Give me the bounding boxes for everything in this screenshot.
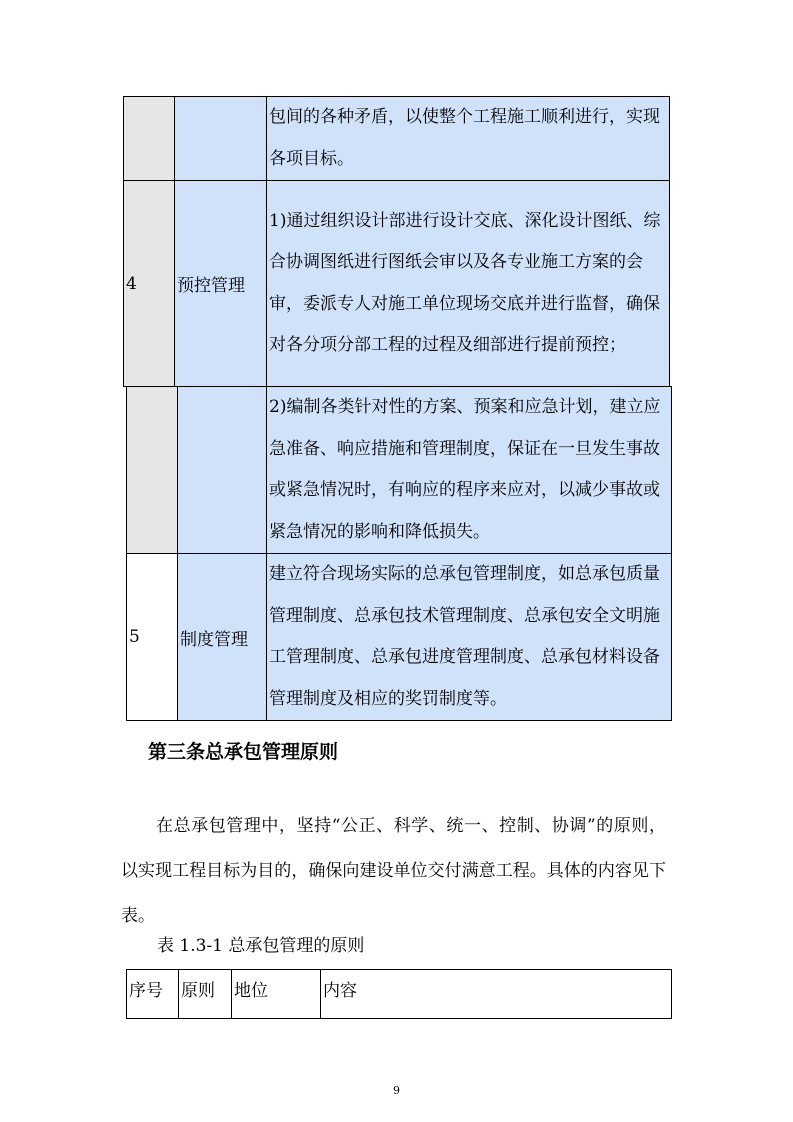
table-row xyxy=(124,97,670,181)
header-cell-number: 序号 xyxy=(127,970,179,1019)
row-content: 1)通过组织设计部进行设计交底、深化设计图纸、综合协调图纸进行图纸会审以及各专业施工方案的会审，委派专人对施工单位现场交底并进行监督，确保对各分项分部工程的过程及细部进行提前预控； xyxy=(267,181,670,387)
page-number: 9 xyxy=(393,1084,400,1097)
table-row xyxy=(127,387,672,554)
header-cell-principle: 原则 xyxy=(179,970,232,1019)
table-row xyxy=(127,554,672,721)
row-item-name xyxy=(178,387,267,554)
row-item-name xyxy=(175,97,267,181)
row-number: 4 xyxy=(124,181,175,387)
row-content: 包间的各种矛盾，以使整个工程施工顺利进行，实现各项目标。 xyxy=(267,97,670,181)
row-number xyxy=(124,97,175,181)
table-header-row xyxy=(127,970,672,1019)
row-number xyxy=(127,387,178,554)
management-table-top xyxy=(123,96,670,387)
header-cell-content: 内容 xyxy=(321,970,672,1019)
row-item-name: 预控管理 xyxy=(175,181,267,387)
row-content: 2)编制各类针对性的方案、预案和应急计划，建立应急准备、响应措施和管理制度，保证在一旦发生事故或紧急情况时，有响应的程序来应对，以减少事故或紧急情况的影响和降低损失。 xyxy=(267,387,672,554)
row-item-name: 制度管理 xyxy=(178,554,267,721)
management-table-middle xyxy=(126,386,672,721)
body-paragraph: 在总承包管理中，坚持“公正、科学、统一、控制、协调”的原则，以实现工程目标为目的，确保向建设单位交付满意工程。具体的内容见下表。 xyxy=(121,816,666,926)
principles-table xyxy=(126,969,672,1019)
row-number: 5 xyxy=(127,554,178,721)
header-cell-status: 地位 xyxy=(232,970,321,1019)
section-heading: 第三条总承包管理原则 xyxy=(148,741,339,763)
table-caption: 表 1.3-1 总承包管理的原则 xyxy=(157,936,365,956)
table-row xyxy=(124,181,670,387)
row-content: 建立符合现场实际的总承包管理制度，如总承包质量管理制度、总承包技术管理制度、总承包安全文明施工管理制度、总承包进度管理制度、总承包材料设备管理制度及相应的奖罚制度等。 xyxy=(267,554,672,721)
